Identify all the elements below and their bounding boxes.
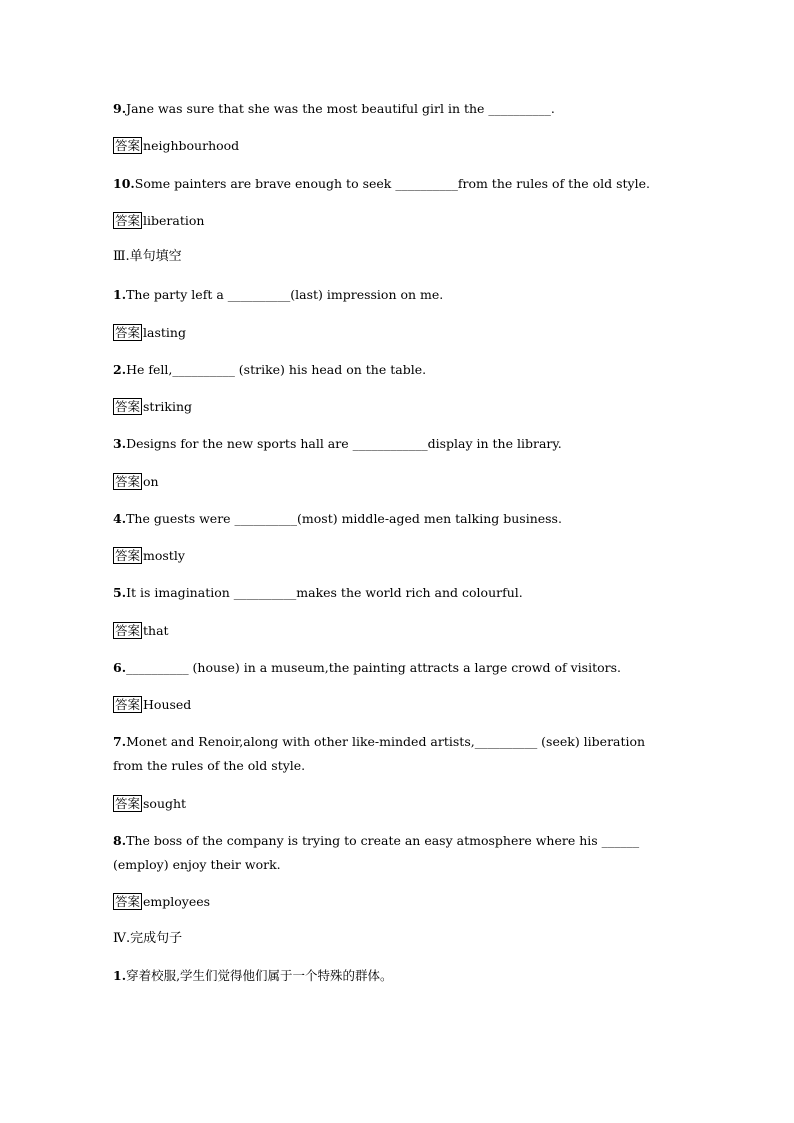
answer-tag: 答案 [115,213,141,228]
answer-tag: 答案 [115,796,141,811]
fill-question-3 [113,436,562,452]
complete-question-1 [113,968,393,984]
question-text: He fell,__________ (strike) his head on the table. [126,362,427,377]
fill-answer-6 [113,696,191,713]
fill-answer-1 [113,324,186,341]
answer-text: sought [143,795,187,811]
question-number: 3. [113,436,127,451]
question-10 [113,176,650,192]
question-number: 1. [113,287,127,302]
fill-question-5 [113,585,523,601]
fill-question-2 [113,362,426,378]
fill-question-4 [113,511,562,527]
answer-9 [113,137,239,154]
section-4-title: Ⅳ.完成句子 [113,931,183,946]
answer-10 [113,212,204,229]
answer-text: neighbourhood [143,137,240,153]
question-9 [113,101,555,117]
answer-text: liberation [143,212,205,228]
answer-tag: 答案 [115,474,141,489]
answer-text: lasting [143,324,186,340]
question-text: __________ (house) in a museum,the painting attracts a large crowd of visitors. [126,660,621,675]
fill-question-8-cont [113,857,281,873]
answer-tag: 答案 [115,697,141,712]
answer-tag: 答案 [115,138,141,153]
question-text: It is imagination __________makes the world rich and colourful. [126,585,523,600]
fill-answer-5 [113,622,169,639]
question-text-continued: (employ) enjoy their work. [113,857,281,872]
question-text: The party left a __________(last) impression on me. [126,287,444,302]
fill-answer-2 [113,398,192,415]
fill-question-1 [113,287,443,303]
answer-text: striking [143,398,193,414]
question-number: 1. [113,968,127,983]
question-number: 10. [113,176,135,191]
question-number: 2. [113,362,127,377]
answer-text: that [143,622,169,638]
answer-text: mostly [143,547,185,563]
fill-question-8 [113,833,639,849]
question-text: The guests were __________(most) middle-aged men talking business. [126,511,562,526]
question-text: Jane was sure that she was the most beautiful girl in the __________. [126,101,555,116]
answer-tag: 答案 [115,894,141,909]
question-text: The boss of the company is trying to create an easy atmosphere where his ______ [126,833,640,848]
fill-question-6 [113,660,621,676]
question-text: Designs for the new sports hall are ____________display in the library. [126,436,562,451]
question-text: Monet and Renoir,along with other like-minded artists,__________ (seek) liberation [126,734,646,749]
fill-answer-8 [113,893,210,910]
fill-answer-7 [113,795,186,812]
answer-text: on [143,473,159,489]
answer-text: employees [143,893,211,909]
section-3-title: Ⅲ.单句填空 [113,249,182,264]
fill-answer-4 [113,547,185,564]
fill-question-7 [113,734,645,750]
question-number: 4. [113,511,127,526]
fill-answer-3 [113,473,159,490]
answer-text: Housed [143,696,192,712]
question-number: 6. [113,660,127,675]
question-text-continued: from the rules of the old style. [113,758,306,773]
fill-question-7-cont [113,758,305,774]
question-number: 9. [113,101,127,116]
answer-tag: 答案 [115,548,141,563]
question-text: Some painters are brave enough to seek __________from the rules of the old style. [134,176,650,191]
question-number: 5. [113,585,127,600]
answer-tag: 答案 [115,623,141,638]
answer-tag: 答案 [115,399,141,414]
question-number: 7. [113,734,127,749]
question-number: 8. [113,833,127,848]
answer-tag: 答案 [115,325,141,340]
question-text: 穿着校服,学生们觉得他们属于一个特殊的群体。 [126,968,393,983]
